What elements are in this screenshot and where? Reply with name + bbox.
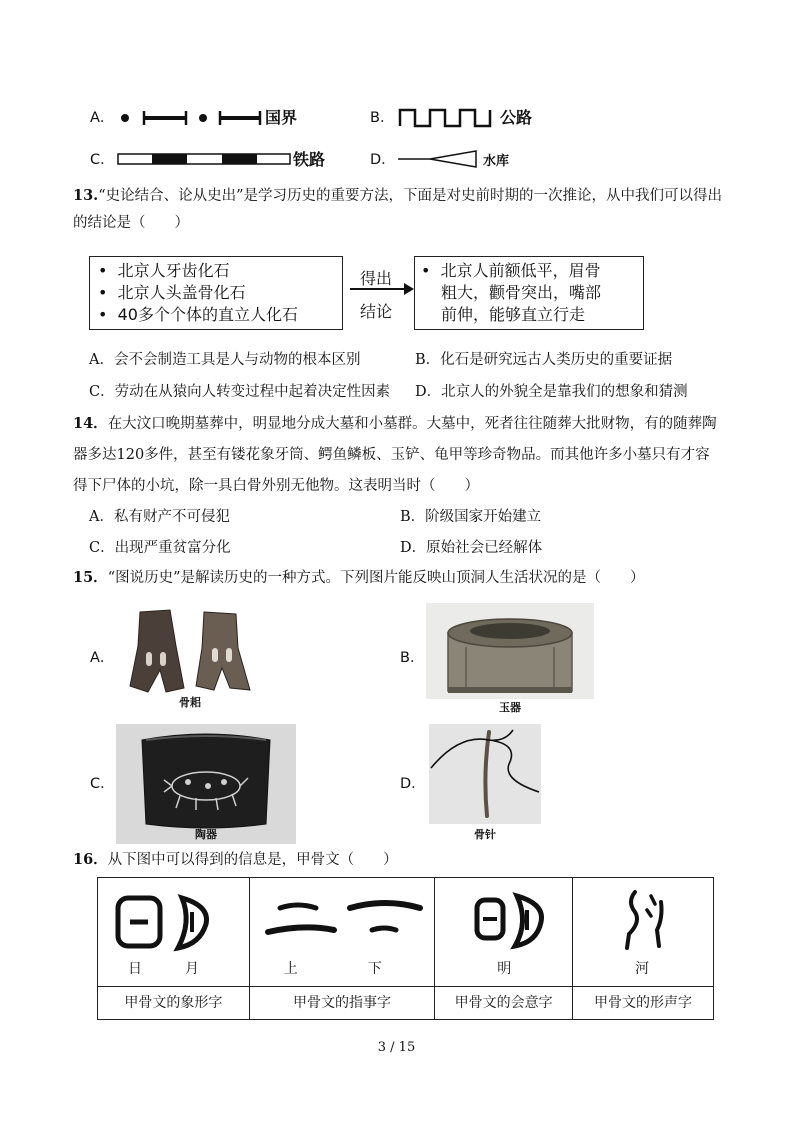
- bone-needle-image[interactable]: [429, 724, 541, 824]
- evidence-item: • 40多个个体的直立人化石: [98, 305, 298, 324]
- q16-stem-text: 从下图中可以得到的信息是，甲骨文（ ）: [107, 852, 398, 868]
- oracle-footer-indicative: 甲骨文的指事字: [249, 987, 434, 1020]
- reservoir-symbol-icon: [396, 149, 482, 169]
- q12-option-a-letter: A．: [90, 110, 115, 126]
- oracle-char-yue: 月: [185, 961, 199, 977]
- oracle-bone-table: [97, 877, 714, 1020]
- oracle-char-ri: 日: [128, 961, 142, 977]
- oracle-he-glyph: [621, 888, 671, 954]
- oracle-char-shang: 上: [283, 961, 298, 977]
- conclusion-line: 粗大，颧骨突出，嘴部: [441, 283, 602, 302]
- railway-symbol-icon: [117, 151, 292, 167]
- q14-stem-line2: 器多达120多件，甚至有镂花象牙筒、鳄鱼鳞板、玉铲、龟甲等珍奇物品。而其他许多小墓只有才容: [73, 447, 710, 463]
- bone-needle-caption: 骨针: [474, 828, 496, 841]
- q12-option-d-letter: D．: [370, 152, 396, 168]
- oracle-cell-ideographic: [435, 878, 573, 987]
- q14-stem-line1: [73, 414, 717, 434]
- q14-stem-line3: 得下尸体的小坑，除一具白骨外别无他物。这表明当时（ ）: [73, 478, 479, 494]
- q15-option-d-letter[interactable]: D．: [400, 776, 426, 792]
- oracle-cell-phono-semantic: [573, 878, 714, 987]
- border-symbol-icon: [115, 108, 265, 128]
- oracle-footer-ideographic: 甲骨文的会意字: [435, 987, 573, 1020]
- jade-vessel-image[interactable]: [426, 603, 594, 699]
- pottery-caption: 陶器: [195, 828, 217, 841]
- oracle-char-ming: 明: [497, 961, 512, 977]
- conclusion-line: 前伸，能够直立行走: [441, 305, 586, 324]
- oracle-char-he: 河: [635, 961, 650, 977]
- q15-option-a-letter[interactable]: A．: [90, 650, 115, 666]
- q16-number: 16．: [73, 851, 108, 868]
- oracle-footer-phono-semantic: 甲骨文的形声字: [573, 987, 714, 1020]
- pottery-image[interactable]: [116, 724, 296, 844]
- q12-option-d-label: 水库: [483, 154, 510, 169]
- q15-stem: [73, 568, 645, 588]
- q14-stem-text: 在大汶口晚期墓葬中，明显地分成大墓和小墓群。大墓中，死者往往随葬大批财物，有的随葬陶: [107, 416, 717, 432]
- page-number: 3 / 15: [377, 1040, 416, 1055]
- q12-option-c-letter: C．: [90, 152, 115, 168]
- oracle-footer-pictographic: 甲骨文的象形字: [98, 987, 250, 1020]
- oracle-char-xia: 下: [367, 961, 382, 977]
- q13-option-a[interactable]: A．会不会制造工具是人与动物的根本区别: [89, 352, 361, 368]
- oracle-cell-pictographic: [98, 878, 250, 987]
- q14-option-d[interactable]: D．原始社会已经解体: [400, 540, 543, 556]
- q12-option-b-label: 公路: [500, 108, 533, 127]
- oracle-sun-moon-glyph: [112, 892, 222, 952]
- oracle-ming-glyph: [471, 892, 551, 952]
- q15-option-b-letter[interactable]: B．: [400, 650, 425, 666]
- evidence-item: • 北京人头盖骨化石: [98, 283, 246, 302]
- q15-option-c-letter[interactable]: C．: [90, 776, 115, 792]
- arrow-label-top: 得出: [360, 269, 393, 288]
- oracle-cell-indicative: [249, 878, 434, 987]
- q16-stem: [73, 850, 398, 870]
- road-symbol-icon: [398, 106, 498, 130]
- q13-stem-line1: [73, 186, 722, 206]
- oracle-up-down-glyph: [264, 894, 424, 950]
- q14-option-a[interactable]: A．私有财产不可侵犯: [89, 509, 230, 525]
- q14-option-b[interactable]: B．阶级国家开始建立: [400, 509, 542, 525]
- q13-stem-line2: 的结论是（ ）: [73, 215, 189, 231]
- q13-number: 13.: [73, 187, 99, 204]
- arrow-label-bottom: 结论: [360, 302, 393, 321]
- q14-number: 14．: [73, 415, 108, 432]
- evidence-box: [89, 256, 343, 330]
- q13-option-d[interactable]: D．北京人的外貌全是靠我们的想象和猜测: [415, 384, 688, 400]
- bone-spade-caption: 骨耜: [179, 696, 201, 709]
- conclusion-line: • 北京人前额低平，眉骨: [421, 261, 601, 280]
- evidence-item: • 北京人牙齿化石: [98, 261, 230, 280]
- q13-option-b[interactable]: B．化石是研究远古人类历史的重要证据: [415, 352, 673, 368]
- q12-option-c-label: 铁路: [293, 150, 326, 169]
- q13-option-c[interactable]: C．劳动在从猿向人转变过程中起着决定性因素: [89, 384, 391, 400]
- conclusion-box: [414, 256, 644, 330]
- q12-option-b-letter: B．: [370, 110, 395, 126]
- q14-option-c[interactable]: C．出现严重贫富分化: [89, 540, 231, 556]
- jade-vessel-caption: 玉器: [499, 701, 521, 714]
- q15-stem-text: “图说历史”是解读历史的一种方式。下列图片能反映山顶洞人生活状况的是（ ）: [107, 570, 645, 586]
- arrow-right-icon: [348, 282, 414, 296]
- q15-number: 15．: [73, 569, 108, 586]
- q13-stem-text: “史论结合、论从史出”是学习历史的重要方法，下面是对史前时期的一次推论，从中我们可以得出: [98, 188, 723, 204]
- bone-spade-image[interactable]: [126, 606, 256, 694]
- q12-option-a-label: 国界: [265, 108, 298, 127]
